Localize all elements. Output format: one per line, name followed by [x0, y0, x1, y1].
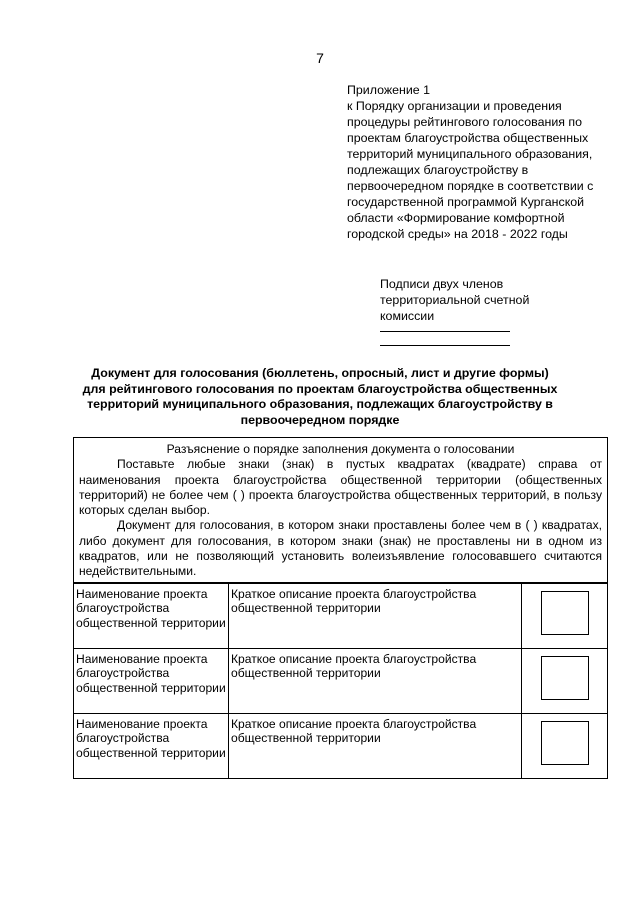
page-number: 7 [316, 50, 324, 66]
appendix-line: Приложение 1 [347, 83, 431, 97]
signatures-line: Подписи двух членов [380, 277, 504, 291]
title-line: первоочередном порядке [240, 412, 400, 427]
signatures-line: территориальной счетной [380, 293, 530, 307]
signature-line-2 [380, 345, 510, 346]
ballot-row [74, 648, 607, 713]
instructions-heading: Разъяснение о порядке заполнения документа о голосовании [166, 442, 515, 456]
project-name-cell: Наименование проекта благоустройства общественной территории [74, 584, 229, 648]
ballot-row [74, 583, 607, 648]
vote-cell [522, 649, 607, 713]
appendix-line: государственной программой Курганской [347, 195, 585, 209]
vote-checkbox[interactable] [541, 656, 589, 700]
project-description-cell: Краткое описание проекта благоустройства общественной территории [229, 714, 522, 778]
vote-cell [522, 714, 607, 778]
document-title [40, 366, 600, 428]
title-line: Документ для голосования (бюллетень, опросный, лист и другие формы) [91, 366, 549, 380]
vote-cell [522, 584, 607, 648]
appendix-line: городской среды» на 2018 - 2022 годы [347, 227, 568, 241]
ballot-table [73, 437, 608, 779]
signatures-block [380, 276, 580, 324]
appendix-line: области «Формирование комфортной [347, 211, 565, 225]
instructions-paragraph-2: Документ для голосования, в котором знаки проставлены более чем в ( ) квадратах, либо документ для голосования, в котором знаки (знак) не проставлены ни в одном из квадратов, или не позволяющий установить волеизъявление голосовавшего считаются недействительными. [79, 518, 602, 579]
instructions-paragraph-1: Поставьте любые знаки (знак) в пустых квадратах (квадрате) справа от наименования проекта благоустройства общественной территории (общественных территорий) не более чем ( ) проекта благоустройства общественных территорий, в пользу которых сделан выбор. [79, 457, 602, 518]
vote-checkbox[interactable] [541, 591, 589, 635]
appendix-line: проектам благоустройства общественных [347, 131, 589, 145]
project-description-cell: Краткое описание проекта благоустройства общественной территории [229, 584, 522, 648]
project-name-cell: Наименование проекта благоустройства общественной территории [74, 649, 229, 713]
project-name-cell: Наименование проекта благоустройства общественной территории [74, 714, 229, 778]
project-description-cell: Краткое описание проекта благоустройства общественной территории [229, 649, 522, 713]
appendix-line: процедуры рейтингового голосования по [347, 115, 582, 129]
title-line: для рейтингового голосования по проектам благоустройства общественных [82, 381, 558, 396]
appendix-note [347, 82, 617, 242]
ballot-row [74, 713, 607, 778]
appendix-line: к Порядку организации и проведения [347, 99, 562, 113]
title-line: территорий муниципального образования, подлежащих благоустройству в [87, 397, 553, 411]
appendix-line: подлежащих благоустройству в [347, 163, 529, 177]
appendix-line: первоочередном порядке в соответствии с [347, 179, 594, 193]
signatures-line: комиссии [380, 309, 435, 323]
instructions-block [74, 438, 607, 583]
appendix-line: территорий муниципального образования, [347, 147, 593, 161]
signature-line-1 [380, 331, 510, 332]
vote-checkbox[interactable] [541, 721, 589, 765]
